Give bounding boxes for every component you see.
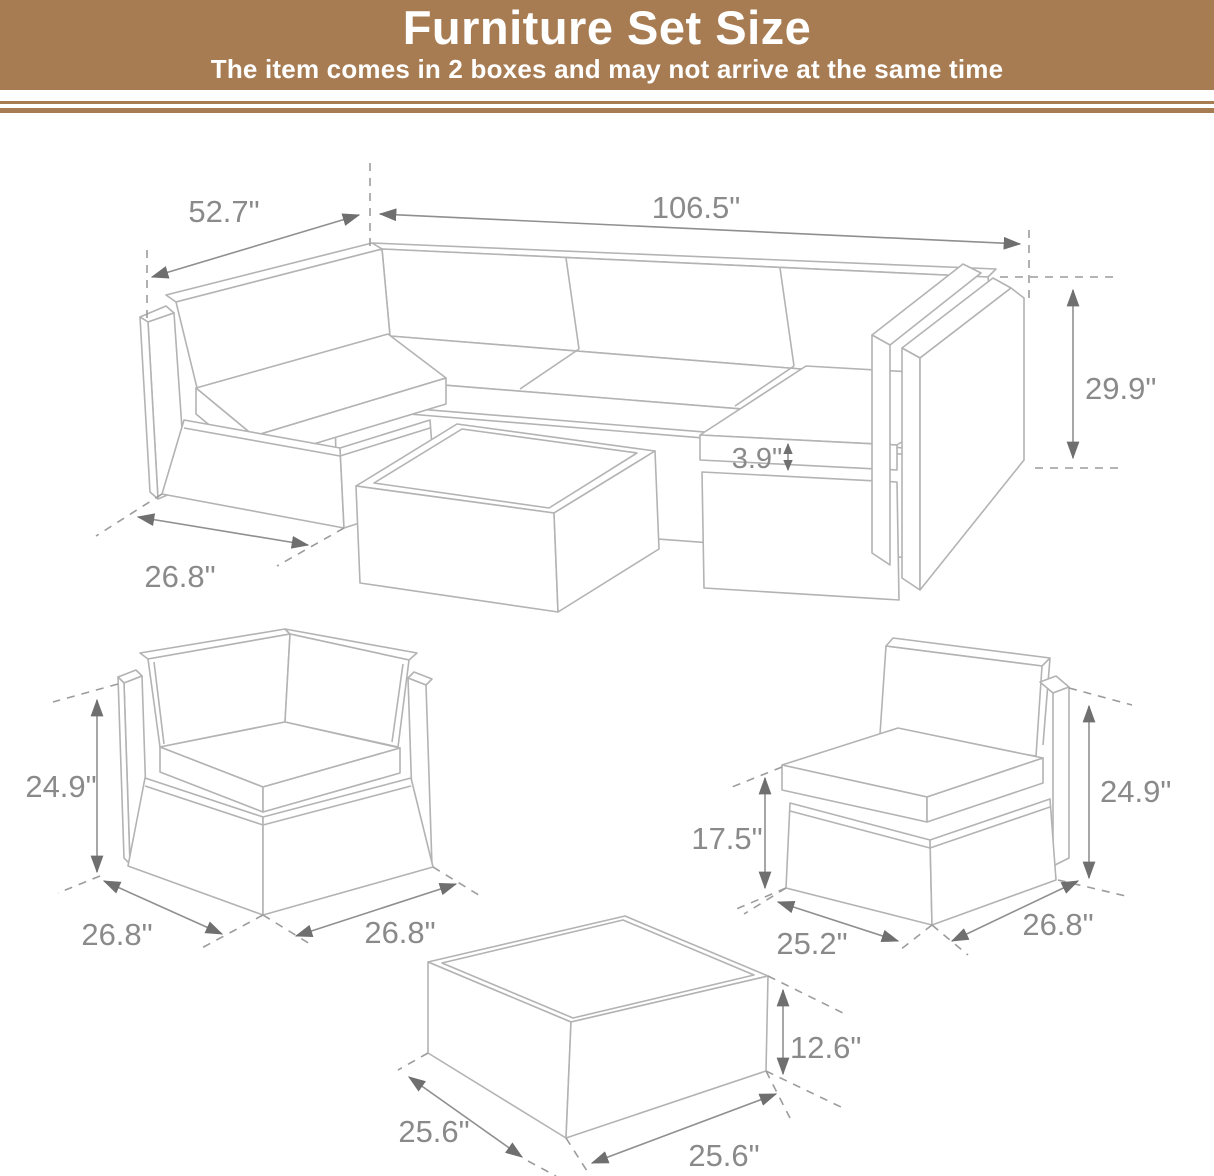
dim-armless-height	[1058, 688, 1171, 897]
dim-label-depth: 26.8"	[144, 559, 216, 594]
dim-label-depth: 26.8"	[1022, 907, 1094, 942]
dim-label-height: 24.9"	[25, 769, 97, 804]
dim-label-length: 106.5"	[651, 190, 741, 225]
dim-label-height: 12.6"	[790, 1030, 862, 1065]
page-subtitle: The item comes in 2 boxes and may not arrive at the same time	[210, 54, 1004, 84]
dim-label-height: 24.9"	[1100, 774, 1172, 809]
armless-chair-drawing	[782, 638, 1069, 925]
dim-label-seat-thickness: 3.9"	[731, 443, 783, 475]
corner-chair-drawing	[118, 629, 433, 915]
coffee-table-drawing	[428, 916, 768, 1138]
chair-rear-panel-side	[1053, 687, 1069, 866]
dim-label-depth: 26.8"	[81, 917, 153, 952]
dim-label-width: 25.6"	[688, 1138, 760, 1173]
dim-sofa-seat-thickness	[732, 443, 788, 475]
dim-corner-chair-height	[25, 684, 118, 893]
chair-back-edge	[1043, 658, 1050, 745]
dim-label-width: 26.8"	[364, 915, 436, 950]
sectional-sofa-drawing	[140, 243, 1024, 612]
dim-label-back-width: 52.7"	[188, 194, 260, 229]
sofa-right-plinth	[702, 472, 899, 600]
dim-armless-seat-height	[691, 767, 786, 910]
dim-table-height	[766, 976, 861, 1108]
sofa-right-outer-wall-front	[902, 348, 920, 590]
sofa-right-inner-wall-front	[872, 335, 890, 565]
dim-arrow	[138, 517, 308, 545]
dim-extension-lines	[198, 915, 263, 950]
dim-label-width: 25.2"	[776, 926, 848, 961]
chair-plinth-left	[786, 803, 932, 925]
dim-label-height: 29.9"	[1085, 371, 1157, 406]
page-title: Furniture Set Size	[402, 1, 812, 54]
dim-label-depth: 25.6"	[398, 1114, 470, 1149]
dim-extension-lines	[932, 925, 968, 955]
dim-label-seat-height: 17.5"	[691, 821, 763, 856]
